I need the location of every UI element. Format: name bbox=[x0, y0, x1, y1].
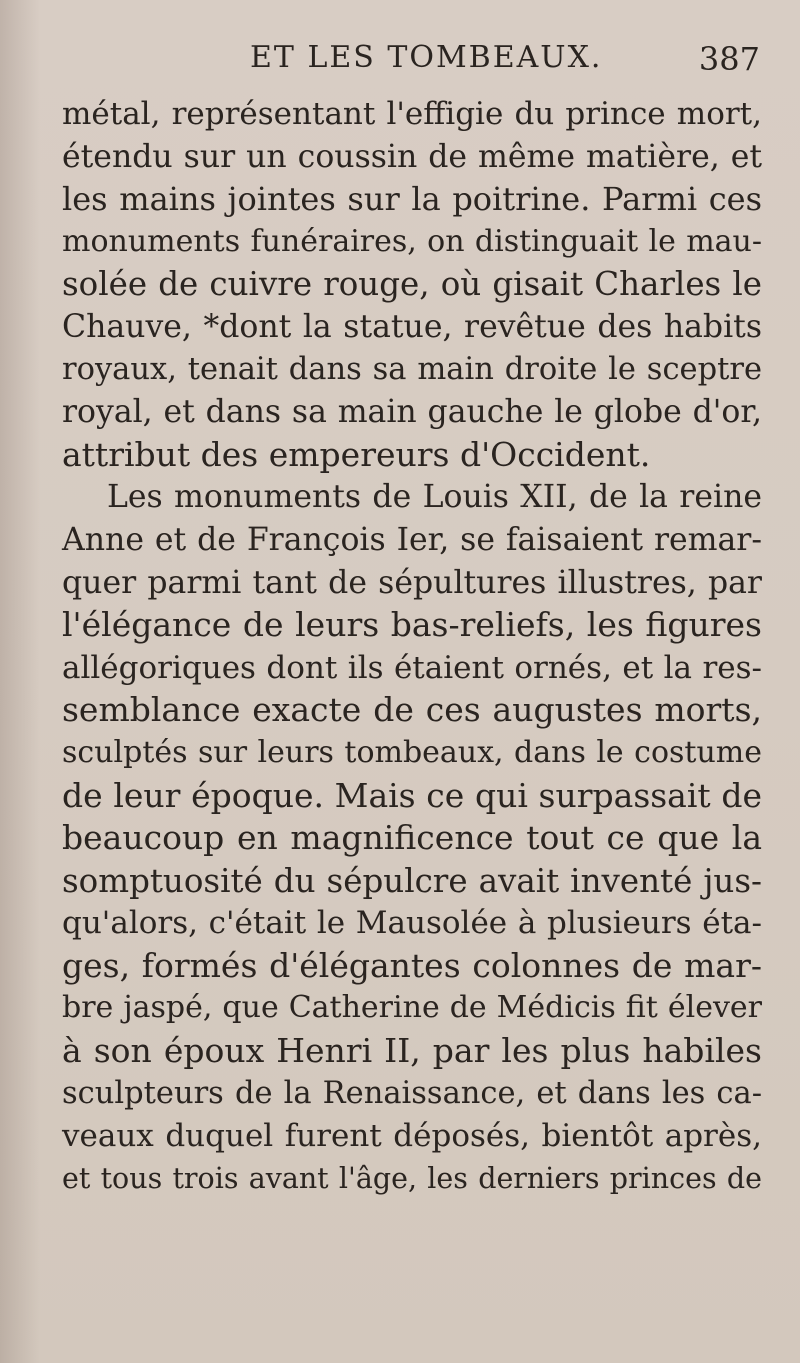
text-line: semblance exacte de ces augustes morts, bbox=[62, 690, 762, 730]
text-line: royaux, tenait dans sa main droite le sceptre bbox=[62, 351, 762, 387]
text-line: sculptés sur leurs tombeaux, dans le costume bbox=[62, 734, 762, 770]
text-line: beaucoup en magnificence tout ce que la bbox=[62, 818, 762, 858]
text-line: Les monuments de Louis XII, de la reine bbox=[107, 479, 762, 516]
text-line: royal, et dans sa main gauche le globe d'or, bbox=[62, 394, 762, 431]
running-title: ET LES TOMBEAUX. bbox=[250, 40, 603, 75]
text-line: les mains jointes sur la poitrine. Parmi ces bbox=[62, 180, 762, 219]
text-line: bre jaspé, que Catherine de Médicis fit élever bbox=[62, 990, 762, 1026]
text-line: quer parmi tant de sépultures illustres, par bbox=[62, 564, 762, 601]
text-line: sculpteurs de la Renaissance, et dans les ca- bbox=[62, 1075, 762, 1111]
text-line: et tous trois avant l'âge, les derniers princes de bbox=[62, 1161, 762, 1195]
text-line: allégoriques dont ils étaient ornés, et la res- bbox=[62, 649, 762, 686]
text-line: attribut des empereurs d'Occident. bbox=[62, 434, 651, 474]
text-line: l'élégance de leurs bas-reliefs, les figures bbox=[62, 605, 762, 645]
text-line: de leur époque. Mais ce qui surpassait de bbox=[62, 775, 762, 815]
page-header bbox=[250, 40, 760, 80]
text-line: Anne et de François Ier, se faisaient remar- bbox=[62, 521, 762, 558]
text-line: métal, représentant l'effigie du prince mort, bbox=[62, 96, 762, 132]
text-line: étendu sur un coussin de même matière, et bbox=[62, 138, 762, 175]
page-gutter-shadow bbox=[0, 0, 40, 1363]
body-text bbox=[62, 93, 762, 1200]
text-line: veaux duquel furent déposés, bientôt après, bbox=[62, 1118, 762, 1155]
text-line: somptuosité du sépulcre avait inventé jus- bbox=[62, 861, 762, 900]
text-line: ges, formés d'élégantes colonnes de mar- bbox=[62, 945, 762, 985]
text-line: à son époux Henri II, par les plus habiles bbox=[62, 1031, 762, 1071]
text-line: Chauve, *dont la statue, revêtue des habits bbox=[62, 308, 762, 345]
text-line: monuments funéraires, on distinguait le mau- bbox=[62, 223, 762, 259]
page-number: 387 bbox=[698, 40, 760, 78]
text-line: qu'alors, c'était le Mausolée à plusieurs éta- bbox=[62, 905, 762, 942]
text-line: solée de cuivre rouge, où gisait Charles le bbox=[62, 265, 762, 304]
